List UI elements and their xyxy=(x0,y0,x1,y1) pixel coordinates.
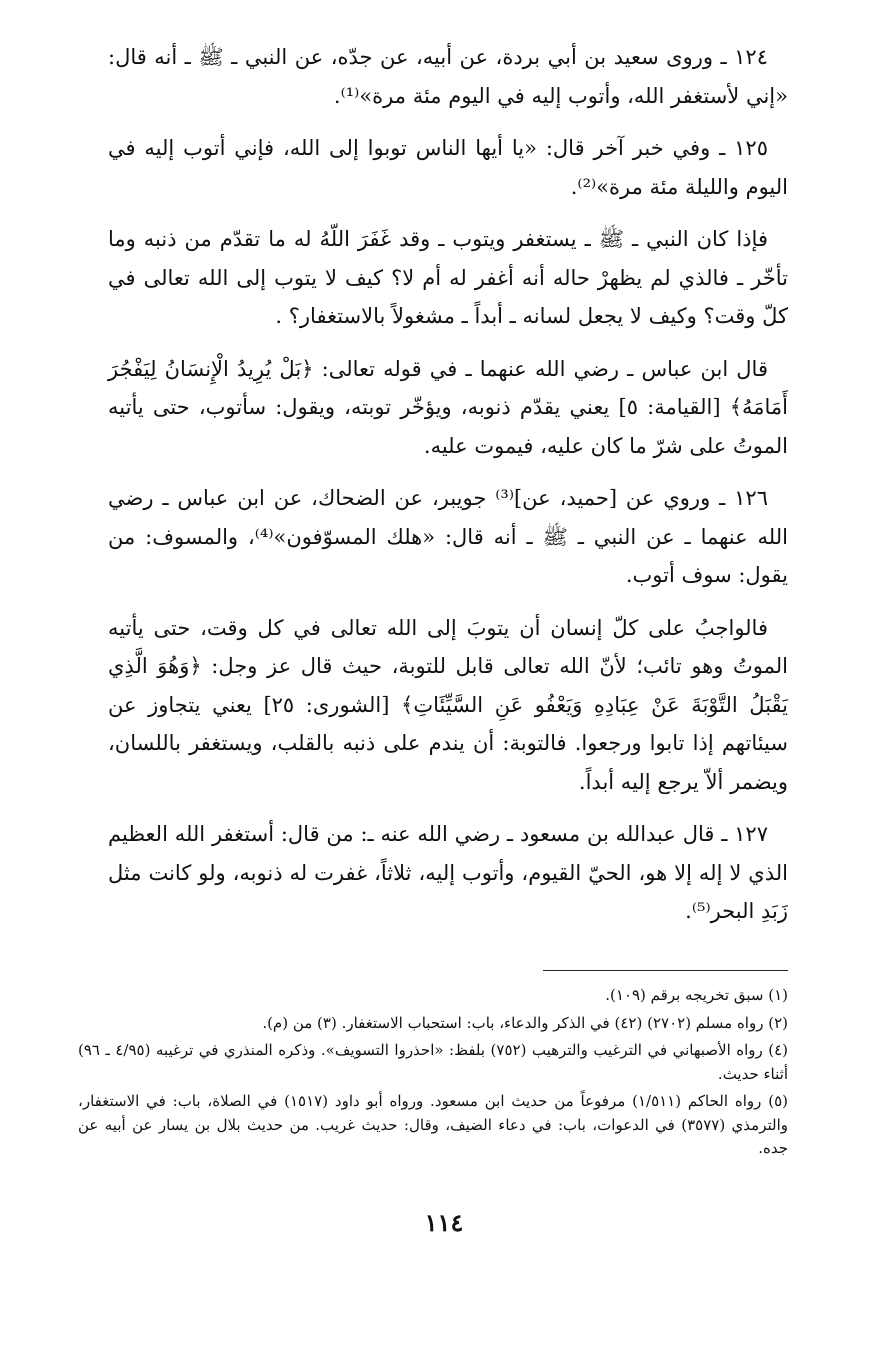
footnote-4: (٤) رواه الأصبهاني في الترغيب والترهيب (٧٥٢) بلفظ: «احذروا التسويف». وذكره المنذري في ترغيبه (٤/٩٥ ـ ٩٦) أثناء حديث. xyxy=(78,1041,788,1083)
main-text xyxy=(108,38,788,945)
page-number: ١١٤ xyxy=(424,1208,464,1237)
paragraph-prophet-repentance: فإذا كان النبي ـ ﷺ ـ يستغفر ويتوب ـ وقد غَفَرَ اللّهُ له ما تقدّم من ذنبه وما تأخّر ـ فالذي لم يظهرْ حاله أنه أغفر له أم لا؟ كيف لا يتوب إلى الله تعالى في كلّ وقت؟ وكيف لا يجعل لسانه ـ أبداً ـ مشغولاً بالاستغفار؟ . xyxy=(108,227,788,328)
footnote-2-3: (٢) رواه مسلم (٢٧٠٢) (٤٢) في الذكر والدعاء، باب: استحباب الاستغفار. (٣) من (م). xyxy=(262,1013,788,1032)
paragraph-125: ١٢٥ ـ وفي خبر آخر قال: «يا أيها الناس توبوا إلى الله، فإني أتوب إليه في اليوم والليلة مئة مرة»⁽²⁾. xyxy=(108,136,788,199)
footnote-1: (١) سبق تخريجه برقم (١٠٩). xyxy=(605,986,788,1004)
paragraph-126: ١٢٦ ـ وروي عن [حميد، عن]⁽³⁾ جويبر، عن الضحاك، عن ابن عباس ـ رضي الله عنهما ـ عن النبي ـ ﷺ ـ أنه قال: «هلك المسوّفون»⁽⁴⁾، والمسوف: من يقول: سوف أتوب. xyxy=(108,486,788,587)
footnotes xyxy=(78,984,788,1165)
paragraph-127: ١٢٧ ـ قال عبدالله بن مسعود ـ رضي الله عنه ـ: من قال: أستغفر الله العظيم الذي لا إله إلا هو، الحيّ القيوم، وأتوب إليه، ثلاثاً، غفرت له ذنوبه، ولو كانت مثل زَبَدِ البحر⁽⁵⁾. xyxy=(108,822,788,923)
footnote-5: (٥) رواه الحاكم (١/٥١١) مرفوعاً من حديث ابن مسعود. ورواه أبو داود (١٥١٧) في الصلاة، باب: في الاستغفار، والترمذي (٣٥٧٧) في الدعوات، باب: في دعاء الضيف، وقال: حديث غريب. من حديث بلال بن يسار عن أبيه عن جده. xyxy=(78,1092,788,1157)
paragraph-124: ١٢٤ ـ وروى سعيد بن أبي بردة، عن أبيه، عن جدّه، عن النبي ـ ﷺ ـ أنه قال: «إني لأستغفر الله، وأتوب إليه في اليوم مئة مرة»⁽¹⁾. xyxy=(108,45,788,108)
paragraph-obligation: فالواجبُ على كلّ إنسان أن يتوبَ إلى الله تعالى في كل وقت، حتى يأتيه الموتُ وهو تائب؛ لأنّ الله تعالى قابل للتوبة، حيث قال عز وجل: ﴿وَهُوَ الَّذِي يَقْبَلُ التَّوْبَةَ عَنْ عِبَادِهِ وَيَعْفُو عَنِ السَّيِّئَاتِ﴾ [الشورى: ٢٥] يعني يتجاوز عن سيئاتهم إذا تابوا ورجعوا. فالتوبة: أن يندم على ذنبه بالقلب، ويستغفر باللسان، ويضمر ألاّ يرجع إليه أبداً. xyxy=(108,615,789,794)
paragraph-ibn-abbas: قال ابن عباس ـ رضي الله عنهما ـ في قوله تعالى: ﴿بَلْ يُرِيدُ الْإِنسَانُ لِيَفْجُرَ أَمَامَهُ﴾ [القيامة: ٥] يعني يقدّم ذنوبه، ويؤخّر توبته، ويقول: سأتوب، حتى يأتيه الموتُ على شرّ ما كان عليه، فيموت عليه. xyxy=(108,356,788,458)
footnote-separator xyxy=(543,970,788,971)
